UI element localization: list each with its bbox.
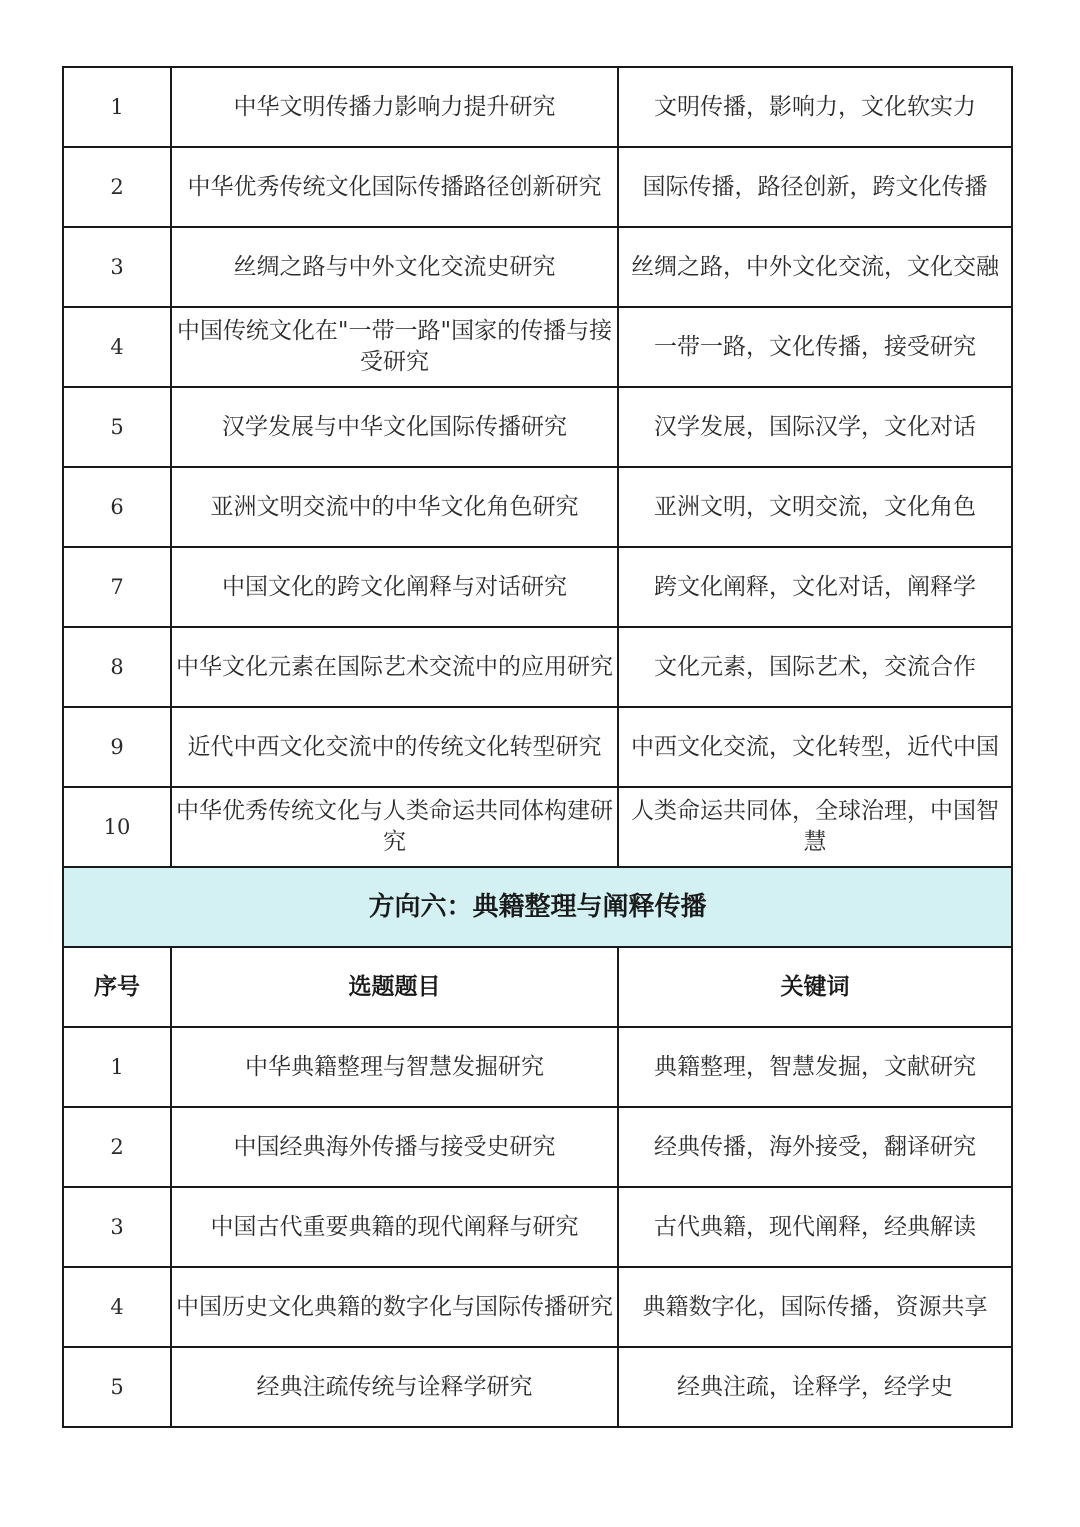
- table-row: [63, 787, 1012, 867]
- row-topic: 中华优秀传统文化与人类命运共同体构建研究: [171, 787, 618, 867]
- table-row: [63, 1187, 1012, 1267]
- table-row: [63, 1027, 1012, 1107]
- table-row: [63, 1267, 1012, 1347]
- row-number: 10: [63, 787, 171, 867]
- row-number: 5: [63, 1347, 171, 1427]
- row-keywords: 国际传播，路径创新，跨文化传播: [618, 147, 1012, 227]
- row-topic: 中华优秀传统文化国际传播路径创新研究: [171, 147, 618, 227]
- row-number: 6: [63, 467, 171, 547]
- table-row: [63, 307, 1012, 387]
- row-topic: 中国历史文化典籍的数字化与国际传播研究: [171, 1267, 618, 1347]
- row-number: 7: [63, 547, 171, 627]
- table-row: [63, 1347, 1012, 1427]
- row-keywords: 中西文化交流，文化转型，近代中国: [618, 707, 1012, 787]
- row-topic: 汉学发展与中华文化国际传播研究: [171, 387, 618, 467]
- row-keywords: 文明传播，影响力，文化软实力: [618, 67, 1012, 147]
- row-keywords: 亚洲文明，文明交流，文化角色: [618, 467, 1012, 547]
- row-number: 3: [63, 1187, 171, 1267]
- row-number: 8: [63, 627, 171, 707]
- table-row: [63, 1107, 1012, 1187]
- row-topic: 中华文化元素在国际艺术交流中的应用研究: [171, 627, 618, 707]
- row-number: 1: [63, 67, 171, 147]
- row-keywords: 汉学发展，国际汉学，文化对话: [618, 387, 1012, 467]
- header-number: 序号: [63, 947, 171, 1027]
- row-keywords: 文化元素，国际艺术，交流合作: [618, 627, 1012, 707]
- table-row: [63, 387, 1012, 467]
- row-topic: 中国传统文化在"一带一路"国家的传播与接受研究: [171, 307, 618, 387]
- row-keywords: 丝绸之路，中外文化交流，文化交融: [618, 227, 1012, 307]
- row-keywords: 跨文化阐释，文化对话，阐释学: [618, 547, 1012, 627]
- table-row: [63, 627, 1012, 707]
- header-topic: 选题题目: [171, 947, 618, 1027]
- column-header-row: [63, 947, 1012, 1027]
- table-row: [63, 467, 1012, 547]
- row-number: 5: [63, 387, 171, 467]
- row-keywords: 典籍整理，智慧发掘，文献研究: [618, 1027, 1012, 1107]
- table-row: [63, 147, 1012, 227]
- row-topic: 近代中西文化交流中的传统文化转型研究: [171, 707, 618, 787]
- row-number: 9: [63, 707, 171, 787]
- row-number: 1: [63, 1027, 171, 1107]
- table-row: [63, 227, 1012, 307]
- table-row: [63, 707, 1012, 787]
- row-number: 2: [63, 147, 171, 227]
- section-title: 方向六：典籍整理与阐释传播: [63, 867, 1012, 947]
- row-topic: 经典注疏传统与诠释学研究: [171, 1347, 618, 1427]
- topics-table: [62, 66, 1013, 1428]
- table-body-section-six: [63, 1027, 1012, 1427]
- row-topic: 中华文明传播力影响力提升研究: [171, 67, 618, 147]
- row-keywords: 古代典籍，现代阐释，经典解读: [618, 1187, 1012, 1267]
- row-topic: 亚洲文明交流中的中华文化角色研究: [171, 467, 618, 547]
- section-header-row: [63, 867, 1012, 947]
- row-topic: 中国古代重要典籍的现代阐释与研究: [171, 1187, 618, 1267]
- row-keywords: 一带一路，文化传播，接受研究: [618, 307, 1012, 387]
- table-row: [63, 547, 1012, 627]
- row-number: 3: [63, 227, 171, 307]
- row-keywords: 典籍数字化，国际传播，资源共享: [618, 1267, 1012, 1347]
- table-row: [63, 67, 1012, 147]
- row-number: 4: [63, 307, 171, 387]
- header-keywords: 关键词: [618, 947, 1012, 1027]
- row-keywords: 经典传播，海外接受，翻译研究: [618, 1107, 1012, 1187]
- table-body-top: [63, 67, 1012, 867]
- row-number: 2: [63, 1107, 171, 1187]
- section-six: [63, 867, 1012, 1027]
- row-topic: 中国经典海外传播与接受史研究: [171, 1107, 618, 1187]
- row-topic: 中国文化的跨文化阐释与对话研究: [171, 547, 618, 627]
- row-topic: 中华典籍整理与智慧发掘研究: [171, 1027, 618, 1107]
- row-number: 4: [63, 1267, 171, 1347]
- row-topic: 丝绸之路与中外文化交流史研究: [171, 227, 618, 307]
- row-keywords: 人类命运共同体，全球治理，中国智慧: [618, 787, 1012, 867]
- row-keywords: 经典注疏，诠释学，经学史: [618, 1347, 1012, 1427]
